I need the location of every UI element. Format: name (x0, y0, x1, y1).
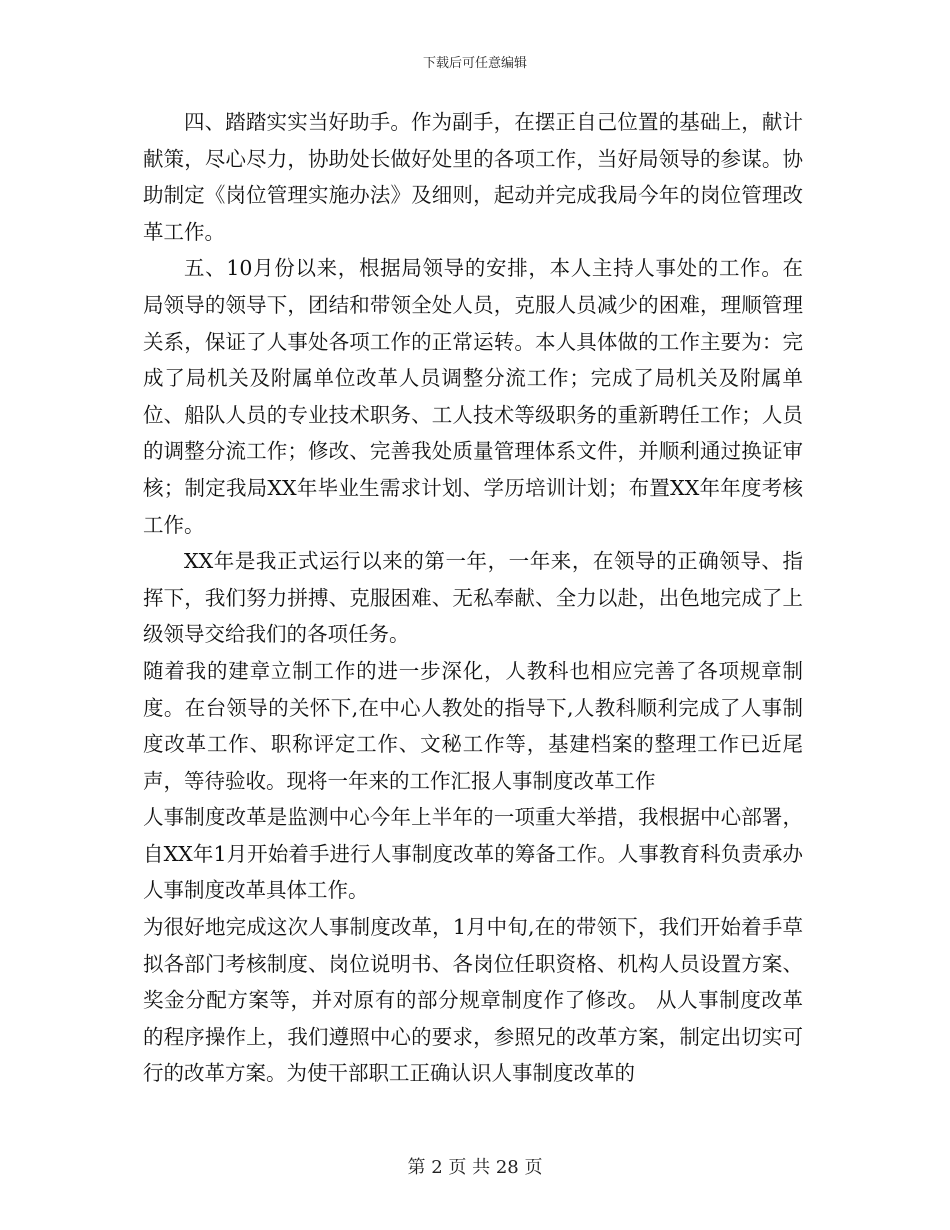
paragraph-personnel-reform: 人事制度改革是监测中心今年上半年的一项重大举措，我根据中心部署，自XX年1月开始着手进行人事制度改革的筹备工作。人事教育科负责承办人事制度改革具体工作。 (143, 805, 803, 903)
paragraph-first-year: XX年是我正式运行以来的第一年，一年来，在领导的正确领导、指挥下，我们努力拼搏、克服困难、无私奉献、全力以赴，出色地完成了上级领导交给我们的各项任务。 (143, 549, 803, 647)
paragraph-personnel-work: 五、10月份以来，根据局领导的安排，本人主持人事处的工作。在局领导的领导下，团结和带领全处人员，克服人员减少的困难，理顺管理关系，保证了人事处各项工作的正常运转。本人具体做的工作主要为：完成了局机关及附属单位改革人员调整分流工作；完成了局机关及附属单位、船队人员的专业技术职务、工人技术等级职务的重新聘任工作；人员的调整分流工作；修改、完善我处质量管理体系文件，并顺利通过换证审核；制定我局XX年毕业生需求计划、学历培训计划；布置XX年年度考核工作。 (143, 256, 803, 537)
page-number: 第 2 页 共 28 页 (407, 1157, 543, 1178)
document-body (143, 104, 803, 1092)
paragraph-reform-process: 为很好地完成这次人事制度改革，1月中旬,在的带领下，我们开始着手草拟各部门考核制度、岗位说明书、各岗位任职资格、机构人员设置方案、奖金分配方案等，并对原有的部分规章制度作了修改。 从人事制度改革的程序操作上，我们遵照中心的要求，参照兄的改革方案，制定出切实可行的改革方案。为使干部职工正确认识人事制度改革的 (143, 915, 803, 1086)
page-header-note: 下载后可任意编辑 (422, 56, 527, 71)
paragraph-rules-improvement: 随着我的建章立制工作的进一步深化，人教科也相应完善了各项规章制度。在台领导的关怀下,在中心人教处的指导下,人教科顺利完成了人事制度改革工作、职称评定工作、文秘工作等，基建档案的整理工作已近尾声，等待验收。现将一年来的工作汇报人事制度改革工作 (143, 658, 803, 793)
paragraph-assistant-duties: 四、踏踏实实当好助手。作为副手，在摆正自己位置的基础上，献计献策，尽心尽力，协助处长做好处里的各项工作，当好局领导的参谋。协助制定《岗位管理实施办法》及细则，起动并完成我局今年的岗位管理改革工作。 (143, 110, 803, 244)
